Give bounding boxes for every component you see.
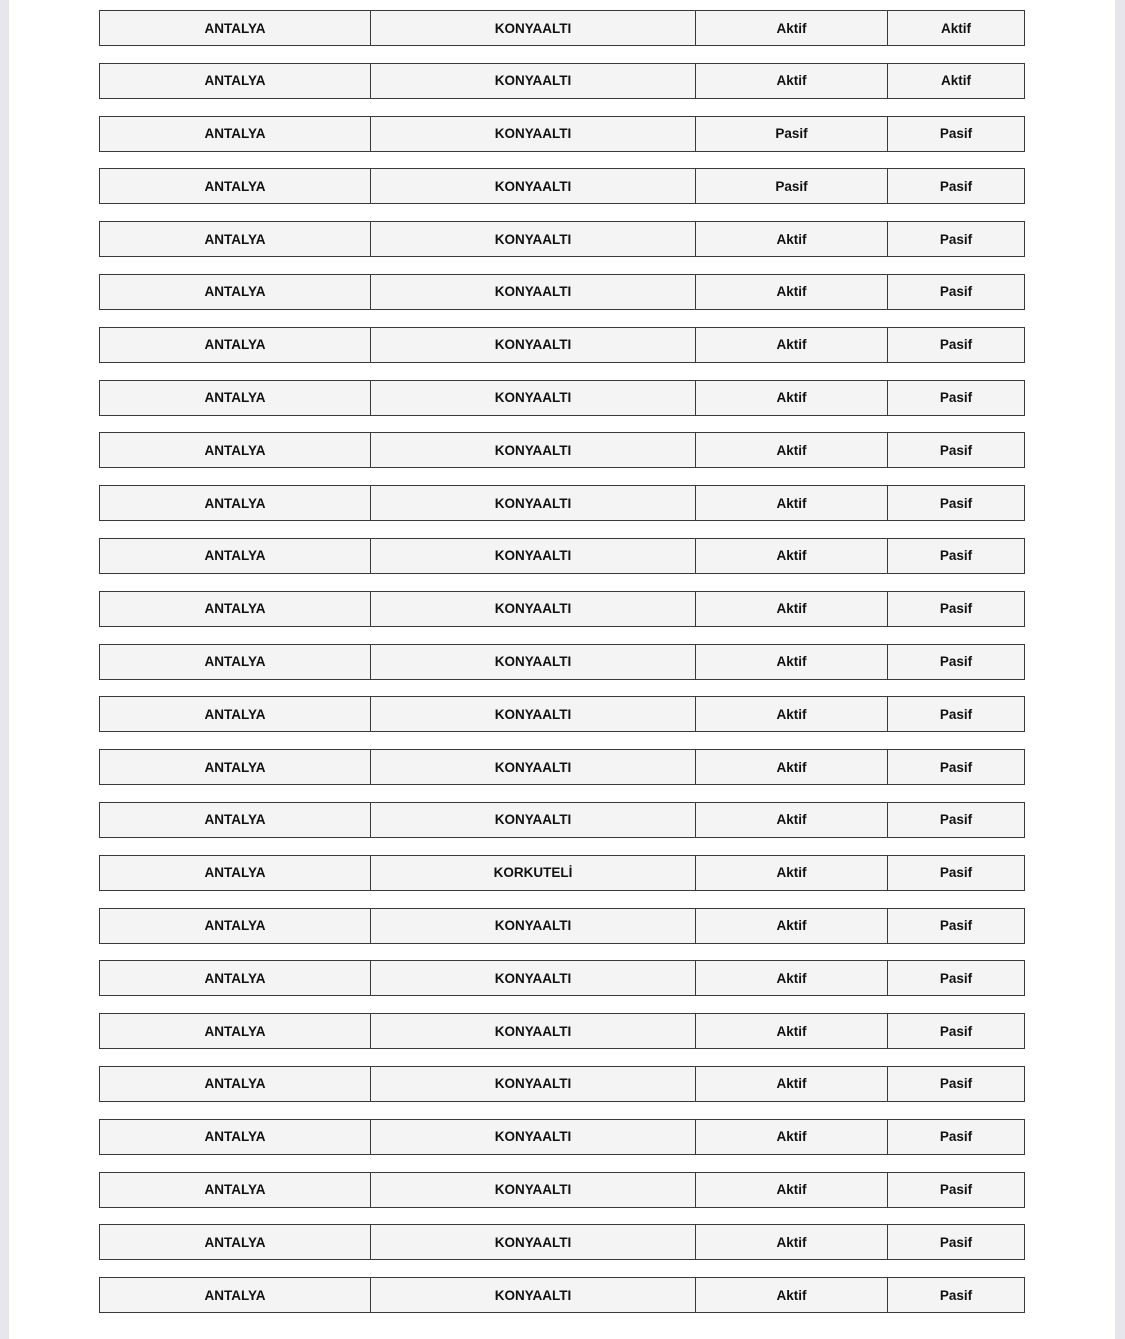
cell-il: ANTALYA — [99, 644, 371, 680]
table-row — [99, 802, 1025, 838]
cell-durum-2: Pasif — [888, 1066, 1025, 1102]
table-row — [99, 1224, 1025, 1260]
cell-il: ANTALYA — [99, 10, 371, 46]
cell-durum-2: Pasif — [888, 1277, 1025, 1313]
cell-durum-1: Aktif — [696, 802, 888, 838]
cell-il: ANTALYA — [99, 1277, 371, 1313]
table-row — [99, 10, 1025, 46]
cell-durum-1: Aktif — [696, 1119, 888, 1155]
cell-durum-2: Pasif — [888, 644, 1025, 680]
cell-il: ANTALYA — [99, 485, 371, 521]
cell-durum-2: Pasif — [888, 168, 1025, 204]
cell-durum-2: Aktif — [888, 10, 1025, 46]
cell-durum-2: Pasif — [888, 116, 1025, 152]
cell-ilce: KONYAALTI — [371, 644, 696, 680]
cell-durum-2: Pasif — [888, 432, 1025, 468]
cell-ilce: KONYAALTI — [371, 380, 696, 416]
cell-durum-2: Pasif — [888, 591, 1025, 627]
cell-durum-1: Aktif — [696, 749, 888, 785]
cell-ilce: KONYAALTI — [371, 696, 696, 732]
table-row — [99, 908, 1025, 944]
table-row — [99, 63, 1025, 99]
cell-il: ANTALYA — [99, 908, 371, 944]
table-row — [99, 1013, 1025, 1049]
cell-durum-2: Pasif — [888, 1013, 1025, 1049]
table-row — [99, 591, 1025, 627]
cell-durum-1: Aktif — [696, 63, 888, 99]
cell-ilce: KONYAALTI — [371, 432, 696, 468]
cell-il: ANTALYA — [99, 960, 371, 996]
cell-durum-2: Pasif — [888, 538, 1025, 574]
cell-il: ANTALYA — [99, 1224, 371, 1260]
cell-durum-1: Pasif — [696, 116, 888, 152]
cell-ilce: KONYAALTI — [371, 1172, 696, 1208]
cell-ilce: KONYAALTI — [371, 1277, 696, 1313]
cell-il: ANTALYA — [99, 696, 371, 732]
table-row — [99, 855, 1025, 891]
cell-ilce: KONYAALTI — [371, 1066, 696, 1102]
table-row — [99, 116, 1025, 152]
cell-durum-2: Pasif — [888, 1224, 1025, 1260]
cell-durum-1: Aktif — [696, 1224, 888, 1260]
cell-il: ANTALYA — [99, 1119, 371, 1155]
cell-il: ANTALYA — [99, 327, 371, 363]
table-row — [99, 380, 1025, 416]
table-row — [99, 1172, 1025, 1208]
cell-durum-1: Aktif — [696, 644, 888, 680]
cell-ilce: KONYAALTI — [371, 116, 696, 152]
cell-ilce: KONYAALTI — [371, 1119, 696, 1155]
cell-ilce: KONYAALTI — [371, 1224, 696, 1260]
cell-durum-1: Aktif — [696, 485, 888, 521]
cell-il: ANTALYA — [99, 116, 371, 152]
cell-ilce: KONYAALTI — [371, 802, 696, 838]
table-row — [99, 749, 1025, 785]
cell-ilce: KONYAALTI — [371, 485, 696, 521]
table-row — [99, 327, 1025, 363]
cell-durum-2: Pasif — [888, 749, 1025, 785]
cell-durum-1: Aktif — [696, 274, 888, 310]
table-row — [99, 221, 1025, 257]
cell-ilce: KONYAALTI — [371, 591, 696, 627]
cell-durum-1: Aktif — [696, 327, 888, 363]
cell-il: ANTALYA — [99, 1172, 371, 1208]
cell-ilce: KONYAALTI — [371, 908, 696, 944]
table-row — [99, 696, 1025, 732]
table — [99, 10, 1025, 1330]
cell-ilce: KONYAALTI — [371, 327, 696, 363]
cell-ilce: KONYAALTI — [371, 221, 696, 257]
cell-durum-2: Pasif — [888, 696, 1025, 732]
cell-il: ANTALYA — [99, 63, 371, 99]
cell-durum-2: Pasif — [888, 327, 1025, 363]
cell-durum-1: Aktif — [696, 538, 888, 574]
cell-il: ANTALYA — [99, 538, 371, 574]
cell-durum-1: Aktif — [696, 1013, 888, 1049]
table-row — [99, 168, 1025, 204]
cell-durum-1: Aktif — [696, 696, 888, 732]
cell-durum-2: Pasif — [888, 485, 1025, 521]
cell-durum-2: Pasif — [888, 1172, 1025, 1208]
cell-ilce: KONYAALTI — [371, 168, 696, 204]
table-row — [99, 644, 1025, 680]
cell-durum-1: Aktif — [696, 1277, 888, 1313]
cell-durum-1: Aktif — [696, 1172, 888, 1208]
table-row — [99, 1066, 1025, 1102]
table-row — [99, 274, 1025, 310]
cell-il: ANTALYA — [99, 591, 371, 627]
cell-il: ANTALYA — [99, 168, 371, 204]
cell-durum-1: Aktif — [696, 10, 888, 46]
cell-durum-2: Pasif — [888, 221, 1025, 257]
cell-durum-2: Pasif — [888, 855, 1025, 891]
cell-ilce: KONYAALTI — [371, 1013, 696, 1049]
cell-durum-1: Aktif — [696, 1066, 888, 1102]
cell-il: ANTALYA — [99, 1066, 371, 1102]
cell-durum-1: Aktif — [696, 380, 888, 416]
table-row — [99, 1277, 1025, 1313]
cell-durum-2: Pasif — [888, 380, 1025, 416]
cell-durum-2: Pasif — [888, 960, 1025, 996]
cell-durum-1: Aktif — [696, 855, 888, 891]
cell-il: ANTALYA — [99, 855, 371, 891]
cell-ilce: KONYAALTI — [371, 63, 696, 99]
cell-il: ANTALYA — [99, 749, 371, 785]
cell-il: ANTALYA — [99, 274, 371, 310]
cell-il: ANTALYA — [99, 432, 371, 468]
cell-il: ANTALYA — [99, 380, 371, 416]
table-row — [99, 960, 1025, 996]
cell-durum-1: Aktif — [696, 960, 888, 996]
table-row — [99, 485, 1025, 521]
cell-ilce: KONYAALTI — [371, 538, 696, 574]
cell-durum-1: Pasif — [696, 168, 888, 204]
cell-il: ANTALYA — [99, 1013, 371, 1049]
cell-il: ANTALYA — [99, 221, 371, 257]
cell-ilce: KONYAALTI — [371, 749, 696, 785]
cell-il: ANTALYA — [99, 802, 371, 838]
table-row — [99, 432, 1025, 468]
cell-durum-1: Aktif — [696, 591, 888, 627]
cell-durum-2: Pasif — [888, 802, 1025, 838]
cell-durum-2: Pasif — [888, 1119, 1025, 1155]
cell-ilce: KONYAALTI — [371, 274, 696, 310]
cell-durum-2: Pasif — [888, 908, 1025, 944]
cell-durum-2: Aktif — [888, 63, 1025, 99]
table-row — [99, 538, 1025, 574]
cell-ilce: KONYAALTI — [371, 10, 696, 46]
cell-ilce: KORKUTELİ — [371, 855, 696, 891]
cell-durum-1: Aktif — [696, 908, 888, 944]
cell-ilce: KONYAALTI — [371, 960, 696, 996]
cell-durum-1: Aktif — [696, 221, 888, 257]
cell-durum-2: Pasif — [888, 274, 1025, 310]
table-row — [99, 1119, 1025, 1155]
document-page — [9, 0, 1115, 1339]
cell-durum-1: Aktif — [696, 432, 888, 468]
